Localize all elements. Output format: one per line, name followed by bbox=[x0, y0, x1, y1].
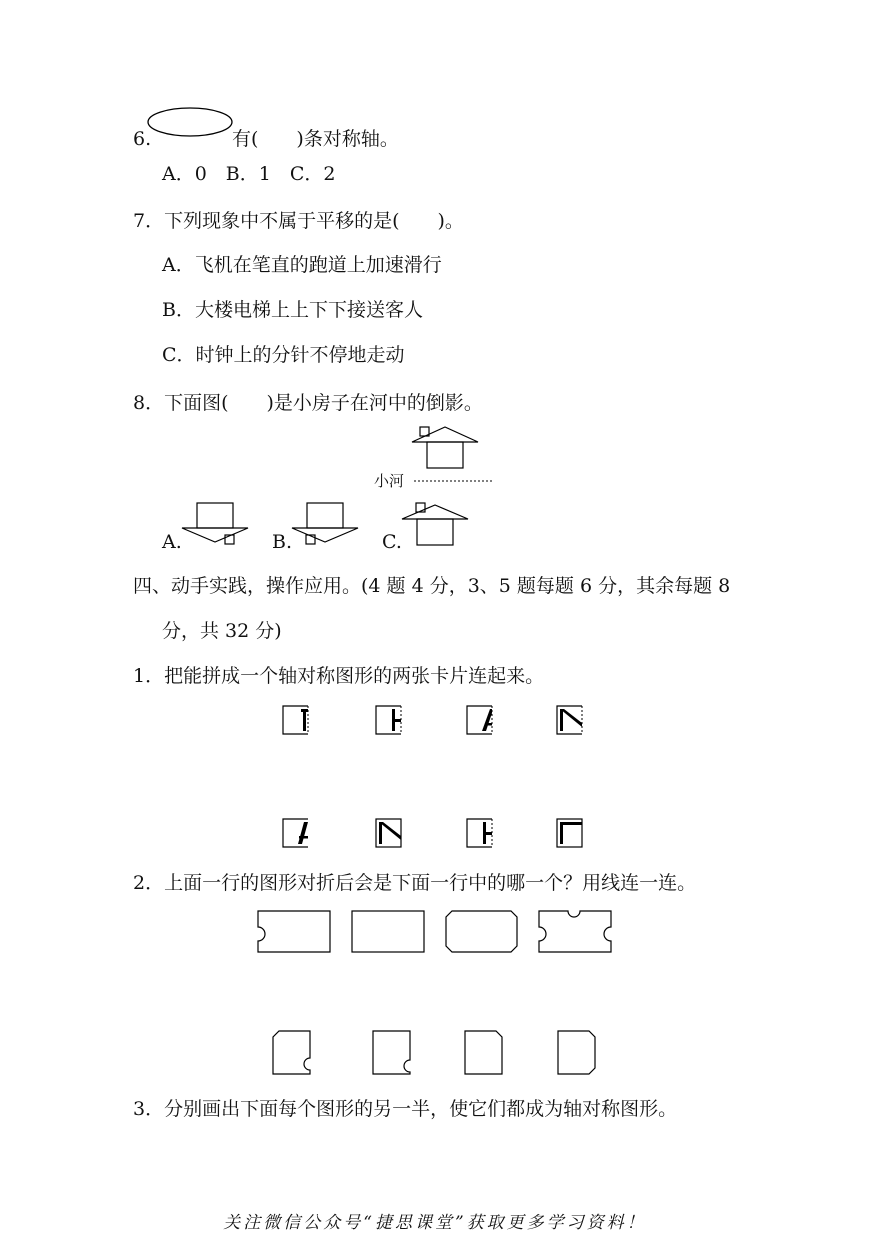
p2-text: 2．上面一行的图形对折后会是下面一行中的哪一个？用线连一连。 bbox=[133, 872, 697, 894]
p1-bottom-card-1 bbox=[282, 818, 312, 850]
p1-bottom-card-4 bbox=[556, 818, 586, 850]
q8-stem: 8．下面图( )是小房子在河中的倒影。 bbox=[133, 392, 483, 414]
q7-option-a: A．飞机在笔直的跑道上加速滑行 bbox=[162, 254, 442, 276]
p2-bottom-shape-3 bbox=[464, 1030, 508, 1078]
q6-text: 有( )条对称轴。 bbox=[232, 128, 399, 150]
p3-text: 3．分别画出下面每个图形的另一半，使它们都成为轴对称图形。 bbox=[133, 1098, 678, 1120]
p1-top-card-1 bbox=[282, 705, 312, 737]
q7-option-b: B．大楼电梯上上下下接送客人 bbox=[162, 299, 423, 321]
p1-bottom-card-2 bbox=[375, 818, 405, 850]
house-figure bbox=[410, 424, 490, 474]
ellipse-figure bbox=[146, 104, 236, 144]
p2-top-shape-3 bbox=[445, 910, 523, 958]
q6-options: A．0 B．1 C．2 bbox=[162, 163, 336, 185]
q8-option-a-label: A. bbox=[162, 531, 182, 553]
option-c-figure bbox=[400, 500, 480, 550]
section-4-heading: 四、动手实践，操作应用。(4 题 4 分，3、5 题每题 6 分，其余每题 8 bbox=[133, 575, 731, 597]
p2-bottom-shape-1 bbox=[272, 1030, 316, 1078]
p1-bottom-card-3 bbox=[466, 818, 496, 850]
option-b-figure bbox=[290, 498, 370, 550]
option-a-figure bbox=[180, 498, 260, 550]
footer-watermark: 关注微信公众号“捷思课堂”获取更多学习资料！ bbox=[223, 1213, 647, 1233]
p2-bottom-shape-4 bbox=[557, 1030, 601, 1078]
section-4-heading-cont: 分，共 32 分) bbox=[162, 620, 282, 642]
p2-top-shape-1 bbox=[257, 910, 335, 958]
q7-stem: 7．下列现象中不属于平移的是( )。 bbox=[133, 210, 464, 232]
p1-text: 1．把能拼成一个轴对称图形的两张卡片连起来。 bbox=[133, 665, 545, 687]
q6-number: 6. bbox=[133, 128, 152, 150]
p1-top-card-4 bbox=[556, 705, 586, 737]
q7-option-c: C．时钟上的分针不停地走动 bbox=[162, 344, 405, 366]
river-label: 小河 bbox=[374, 472, 405, 490]
p1-top-card-2 bbox=[375, 705, 405, 737]
q8-option-b-label: B. bbox=[272, 531, 293, 553]
river-line bbox=[414, 480, 496, 484]
p2-bottom-shape-2 bbox=[372, 1030, 416, 1078]
q8-option-c-label: C. bbox=[382, 531, 402, 553]
p1-top-card-3 bbox=[466, 705, 496, 737]
p2-top-shape-2 bbox=[351, 910, 429, 958]
p2-top-shape-4 bbox=[538, 910, 616, 958]
